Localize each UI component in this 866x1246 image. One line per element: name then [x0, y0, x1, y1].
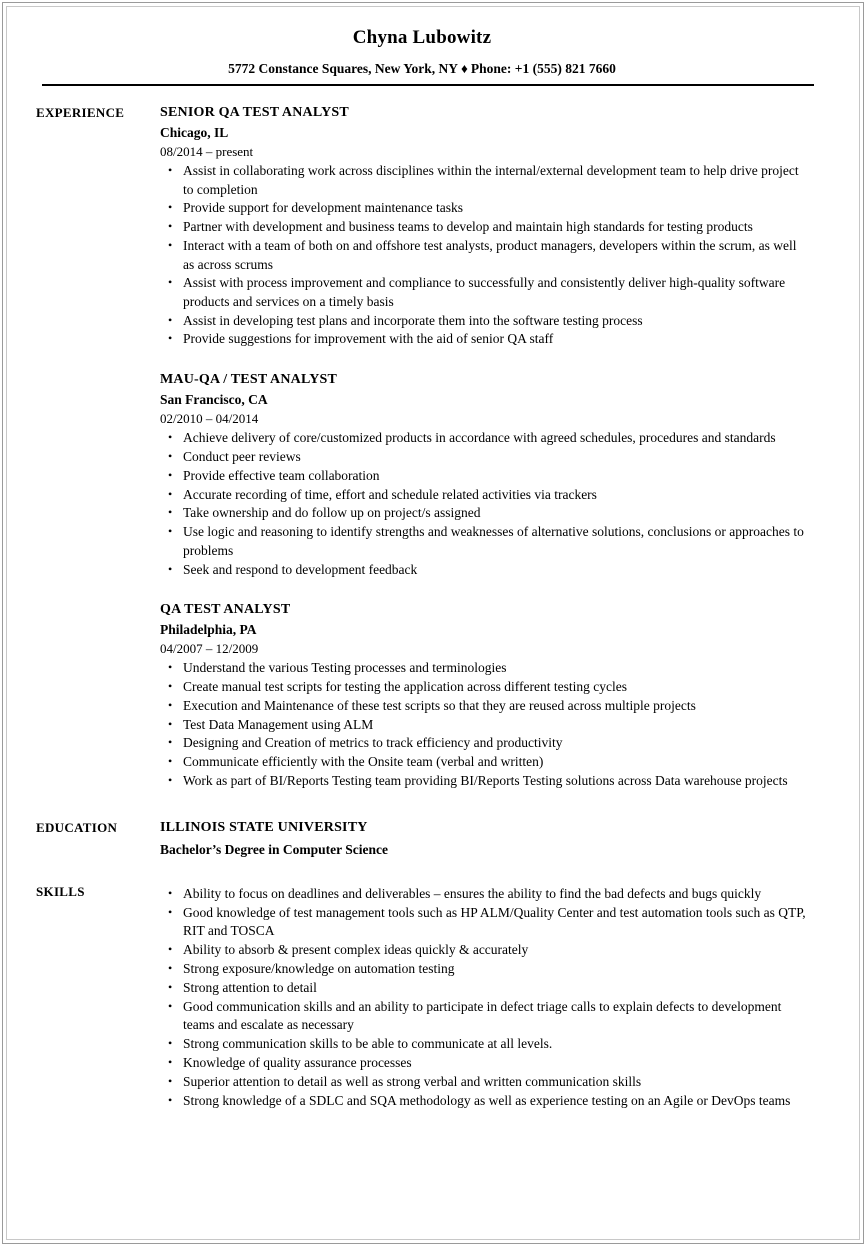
skill-bullet: • Ability to focus on deadlines and deliverables – ensures the ability to find the bad defects and bugs quickly — [160, 885, 808, 903]
job-bullet: • Assist in collaborating work across disciplines within the internal/external development team to help drive project to completion — [160, 162, 808, 199]
skill-bullet: • Strong knowledge of a SDLC and SQA methodology as well as experience testing on an Agile or DevOps teams — [160, 1092, 808, 1110]
experience-entry — [160, 601, 808, 791]
job-title: QA TEST ANALYST — [160, 601, 291, 617]
header-divider — [42, 84, 814, 86]
section-experience — [36, 104, 808, 791]
job-bullet: • Create manual test scripts for testing the application across different testing cycles — [160, 678, 808, 696]
job-bullet: • Communicate efficiently with the Onsite team (verbal and written) — [160, 753, 808, 771]
skill-bullet: • Ability to absorb & present complex ideas quickly & accurately — [160, 941, 808, 959]
job-bullet-list — [160, 429, 808, 579]
skill-bullet: • Superior attention to detail as well as strong verbal and written communication skills — [160, 1073, 808, 1091]
education-school: ILLINOIS STATE UNIVERSITY — [160, 820, 368, 836]
section-label-skills: SKILLS — [36, 884, 85, 900]
experience-entry — [160, 104, 808, 349]
experience-entries — [160, 104, 808, 791]
candidate-name: Chyna Lubowitz — [352, 27, 492, 48]
diamond-separator-icon: ♦ — [461, 60, 468, 76]
skills-bullet-list — [160, 885, 808, 1110]
section-education — [36, 819, 808, 859]
job-bullet: • Test Data Management using ALM — [160, 716, 808, 734]
education-entries — [160, 819, 808, 859]
job-bullet: • Provide effective team collaboration — [160, 467, 808, 485]
job-bullet: • Assist in developing test plans and incorporate them into the software testing process — [160, 312, 808, 330]
job-dates: 04/2007 – 12/2009 — [160, 640, 259, 656]
resume-header — [36, 18, 808, 86]
job-location: San Francisco, CA — [160, 392, 268, 408]
job-bullet: • Understand the various Testing processes and terminologies — [160, 659, 808, 677]
job-bullet: • Achieve delivery of core/customized products in accordance with agreed schedules, procedures and standards — [160, 429, 808, 447]
contact-line — [36, 61, 808, 77]
experience-entry — [160, 371, 808, 579]
job-bullet-list — [160, 659, 808, 791]
job-location: Philadelphia, PA — [160, 622, 257, 638]
job-bullet: • Provide suggestions for improvement with the aid of senior QA staff — [160, 330, 808, 348]
job-bullet: • Conduct peer reviews — [160, 448, 808, 466]
skill-bullet: • Strong exposure/knowledge on automation testing — [160, 960, 808, 978]
section-label-experience: EXPERIENCE — [36, 105, 125, 121]
job-title: SENIOR QA TEST ANALYST — [160, 105, 349, 121]
job-bullet: • Seek and respond to development feedback — [160, 561, 808, 579]
education-degree: Bachelor’s Degree in Computer Science — [160, 841, 388, 857]
job-bullet: • Partner with development and business teams to develop and maintain high standards for testing products — [160, 218, 808, 236]
job-bullet: • Execution and Maintenance of these test scripts so that they are reused across multiple projects — [160, 697, 808, 715]
job-bullet: • Accurate recording of time, effort and schedule related activities via trackers — [160, 486, 808, 504]
contact-phone: Phone: +1 (555) 821 7660 — [470, 60, 616, 76]
job-bullet: • Take ownership and do follow up on project/s assigned — [160, 504, 808, 522]
job-bullet: • Use logic and reasoning to identify strengths and weaknesses of alternative solutions, conclusions or approaches to problems — [160, 523, 808, 560]
section-label-education: EDUCATION — [36, 820, 118, 836]
job-dates: 08/2014 – present — [160, 144, 254, 160]
job-bullet: • Work as part of BI/Reports Testing team providing BI/Reports Testing solutions across Data warehouse projects — [160, 772, 808, 790]
job-bullet-list — [160, 162, 808, 349]
skills-body — [160, 883, 808, 1110]
skill-bullet: • Good knowledge of test management tools such as HP ALM/Quality Center and test automation tools such as QTP, RIT and TOSCA — [160, 904, 808, 941]
education-entry — [160, 819, 808, 859]
job-bullet: • Designing and Creation of metrics to track efficiency and productivity — [160, 734, 808, 752]
contact-address: 5772 Constance Squares, New York, NY — [228, 60, 459, 76]
job-bullet: • Assist with process improvement and compliance to successfully and consistently deliver high-quality software products and services on a timely basis — [160, 274, 808, 311]
skill-bullet: • Strong attention to detail — [160, 979, 808, 997]
job-title: MAU-QA / TEST ANALYST — [160, 371, 338, 387]
job-bullet: • Interact with a team of both on and offshore test analysts, product managers, developers within the scrum, as well as across scrums — [160, 237, 808, 274]
job-dates: 02/2010 – 04/2014 — [160, 410, 259, 426]
skill-bullet: • Knowledge of quality assurance processes — [160, 1054, 808, 1072]
job-location: Chicago, IL — [160, 125, 229, 141]
skill-bullet: • Strong communication skills to be able to communicate at all levels. — [160, 1035, 808, 1053]
section-skills — [36, 883, 808, 1110]
job-bullet: • Provide support for development maintenance tasks — [160, 199, 808, 217]
skill-bullet: • Good communication skills and an ability to participate in defect triage calls to explain defects to development teams and escalate as necessary — [160, 998, 808, 1035]
